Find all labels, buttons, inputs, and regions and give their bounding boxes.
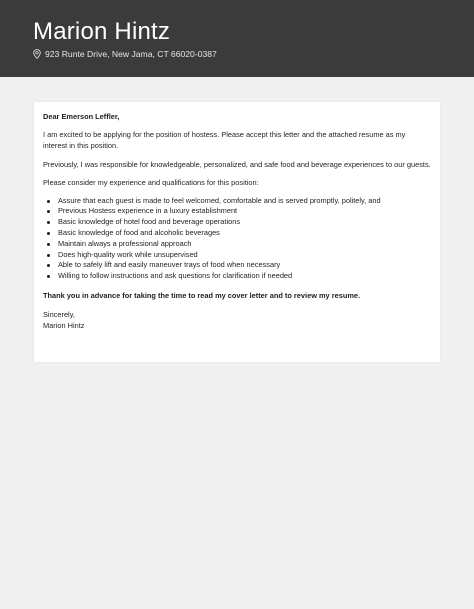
salutation: Dear Emerson Leffler, [43,112,120,121]
list-item [43,250,431,261]
list-item-text: Does high-quality work while unsupervised [58,249,198,259]
list-item-text: Previous Hostess experience in a luxury establishment [58,206,238,216]
letter-paragraph: I am excited to be applying for the position of hostess. Please accept this letter and the attached resume as my interest in this position. [43,130,406,151]
list-item [43,206,431,217]
thank-you-line: Thank you in advance for taking the time to read my cover letter and to review my resume. [43,290,361,300]
list-item [43,260,431,271]
list-item-text: Basic knowledge of hotel food and beverage operations [58,217,241,227]
address-line [33,48,217,60]
bullet-icon [47,200,50,203]
list-item-text: Willing to follow instructions and ask questions for clarification if needed [58,271,293,281]
letter-paragraph: Previously, I was responsible for knowledgeable, personalized, and safe food and beverage experiences to our guests. [43,159,431,169]
list-item [43,196,431,207]
bullet-icon [47,221,50,224]
list-item-text: Basic knowledge of food and alcoholic beverages [58,228,220,238]
list-item-text: Able to safely lift and easily maneuver trays of food when necessary [58,260,281,270]
bullet-icon [47,210,50,213]
applicant-name: Marion Hintz [33,18,171,45]
bullet-icon [47,264,50,267]
list-item [43,271,431,282]
list-item [43,217,431,228]
list-item-text: Assure that each guest is made to feel welcomed, comfortable and is served promptly, politely, and [58,195,381,205]
signature: Marion Hintz [43,321,85,331]
bullet-icon [47,243,50,246]
resume-header [0,0,474,77]
address-text: 923 Runte Drive, New Jama, CT 66020-0387 [45,49,217,59]
closing: Sincerely, [43,309,75,319]
bullet-icon [47,232,50,235]
bullet-icon [47,275,50,278]
list-item [43,239,431,250]
bullet-icon [47,254,50,257]
list-item [43,228,431,239]
list-item-text: Maintain always a professional approach [58,238,192,248]
cover-letter-card [34,102,440,362]
location-pin-icon [33,49,41,59]
letter-paragraph: Please consider my experience and qualifications for this position: [43,178,259,188]
qualifications-list [43,196,431,282]
